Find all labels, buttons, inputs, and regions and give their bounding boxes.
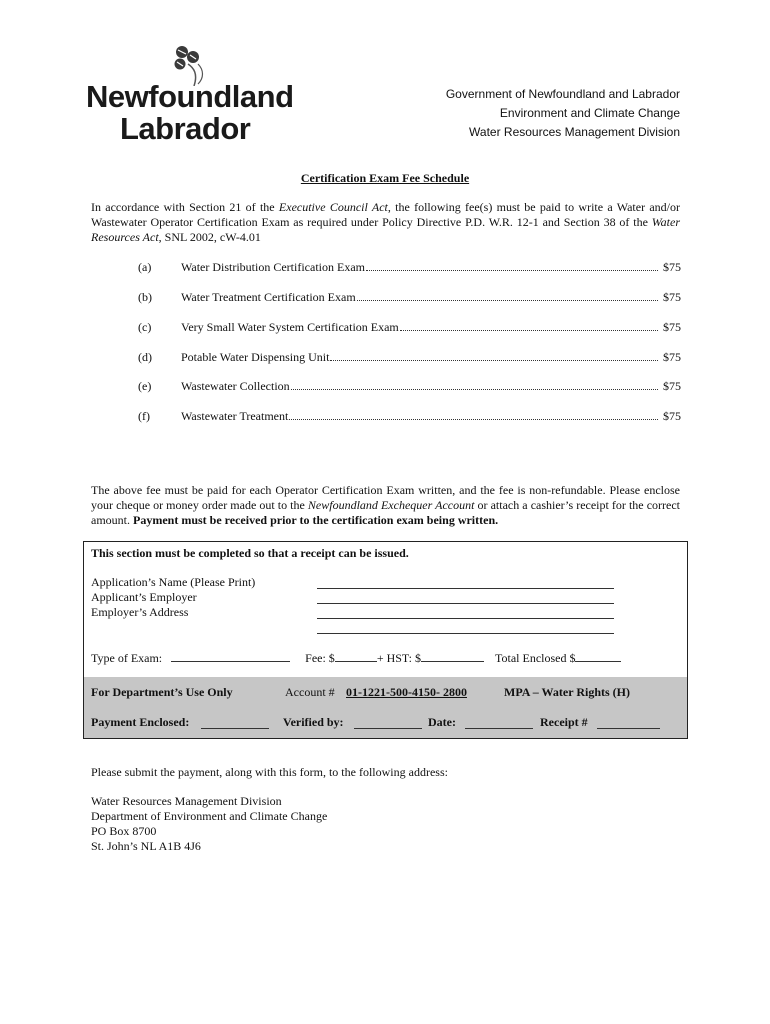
fee-amount: $75 [663,290,681,304]
fee-description: Potable Water Dispensing Unit [181,350,330,364]
fee-note-text-1: The above fee must be paid for each Operator Certification Exam written, and the fee is non-refundable. Please enclose your cheque or money order made out to the [91,483,680,512]
payment-enclosed-field[interactable] [201,717,269,729]
applicant-employer-field[interactable] [317,603,614,604]
fee-letter: (c) [138,320,152,334]
header-line-department: Environment and Climate Change [499,106,680,120]
document-title: Certification Exam Fee Schedule [300,171,470,185]
fee-row [91,260,681,276]
fee-description: Wastewater Treatment [181,409,289,423]
employer-address-field-2[interactable] [317,633,614,634]
executive-council-act: Executive Council Act [278,200,388,214]
fee-letter: (a) [138,260,152,274]
fee-letter: (b) [138,290,152,304]
address-line: Department of Environment and Climate Change [91,809,328,823]
water-resources-act: Water Resources Act [91,215,680,244]
form-instruction: This section must be completed so that a receipt can be issued. [91,546,409,560]
address-line: PO Box 8700 [91,824,157,838]
dot-leader [289,409,658,420]
dot-leader [330,350,658,361]
fee-description: Wastewater Collection [181,379,290,393]
receipt-label: Receipt # [540,715,588,729]
dot-leader [400,320,658,331]
address-line: Water Resources Management Division [91,794,282,808]
header-line-division: Water Resources Management Division [469,125,680,139]
logo-wordmark-newfoundland: Newfoundland [86,79,294,114]
fee-description: Water Distribution Certification Exam [181,260,365,274]
applicant-name-field[interactable] [317,588,614,589]
dot-leader [366,260,658,271]
mpa-water-rights: MPA – Water Rights (H) [504,685,630,699]
intro-text-1: In accordance with Section 21 of the [91,200,279,214]
fee-amount: $75 [663,350,681,364]
fee-note-paragraph [91,483,680,528]
fee-description: Very Small Water System Certification Exam [181,320,399,334]
employer-address-label: Employer’s Address [91,605,189,619]
intro-text-3: , SNL 2002, cW-4.01 [158,230,261,244]
fee-row [91,350,681,366]
fee-amount: $75 [663,379,681,393]
exam-fee-row [91,650,621,666]
payment-deadline-note: Payment must be received prior to the certification exam being written. [133,513,499,527]
department-use-only-label: For Department’s Use Only [91,685,233,699]
verified-by-field[interactable] [354,717,422,729]
mailing-address [91,794,327,854]
exchequer-account: Newfoundland Exchequer Account [307,498,475,512]
employer-address-field[interactable] [317,618,614,619]
logo-wordmark-labrador: Labrador [120,111,251,146]
fee-amount: $75 [663,409,681,423]
dot-leader [291,379,658,390]
payment-enclosed-label: Payment Enclosed: [91,715,190,729]
fee-row [91,379,681,395]
applicant-name-label: Application’s Name (Please Print) [91,575,256,589]
form-labels [91,575,255,620]
submit-instruction: Please submit the payment, along with this form, to the following address: [91,765,448,779]
fee-amount: $75 [663,260,681,274]
account-label: Account # [285,685,335,699]
fee-amount: $75 [663,320,681,334]
address-line: St. John’s NL A1B 4J6 [91,839,201,853]
fee-letter: (f) [138,409,150,423]
header-line-government: Government of Newfoundland and Labrador [445,87,680,101]
intro-paragraph [91,200,680,245]
intro-text-2: , the following fee(s) must be paid to write a Water and/or Wastewater Operator Certification Exam as required under Policy Directive P.D. W.R. 12-1 and Section 38 of the [91,200,681,229]
date-label: Date: [428,715,456,729]
fee-row [91,290,681,306]
type-of-exam-label: Type of Exam: [91,651,163,665]
verified-by-label: Verified by: [283,715,344,729]
newfoundland-labrador-logo [86,44,294,146]
fee-letter: (e) [138,379,152,393]
applicant-employer-label: Applicant’s Employer [91,590,197,604]
hst-label: + HST: $ [376,651,421,665]
fee-note-text-2: or attach a cashier’s receipt for the correct amount. [91,498,681,527]
fee-row [91,320,681,336]
department-header [446,85,680,142]
hst-field[interactable] [421,650,484,662]
total-enclosed-field[interactable] [575,650,621,662]
dot-leader [357,290,658,301]
fee-label: Fee: $ [305,651,335,665]
fee-description: Water Treatment Certification Exam [181,290,356,304]
fee-letter: (d) [138,350,152,364]
receipt-form [83,541,688,739]
fee-row [91,409,681,425]
fee-field[interactable] [335,650,377,662]
total-enclosed-label: Total Enclosed $ [495,651,576,665]
receipt-field[interactable] [597,717,660,729]
account-number: 01-1221-500-4150- 2800 [346,685,467,699]
date-field[interactable] [465,717,533,729]
department-use-section [84,677,687,738]
type-of-exam-field[interactable] [171,650,290,662]
